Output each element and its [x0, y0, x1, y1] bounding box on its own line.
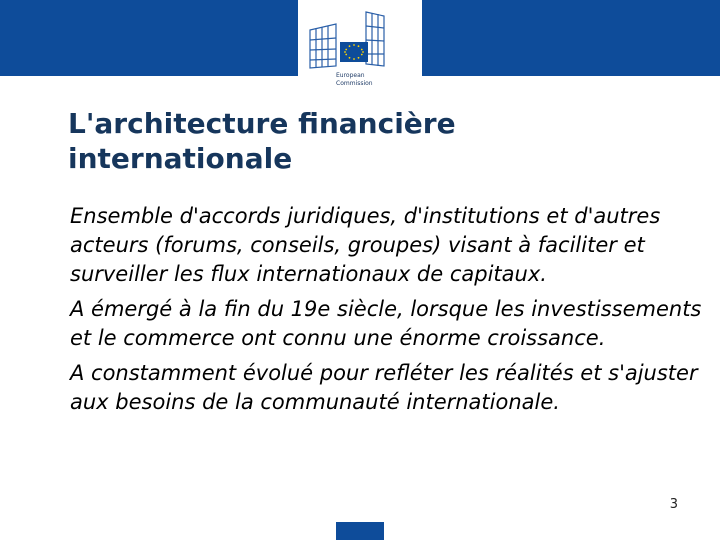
- logo-text-line2: Commission: [336, 80, 373, 87]
- logo-text: [336, 72, 373, 88]
- footer-accent-bar: [336, 522, 384, 540]
- slide-number: 3: [669, 497, 678, 512]
- european-commission-logo: [298, 0, 422, 100]
- body-paragraph-list: [70, 202, 710, 423]
- paragraph-origin: A émergé à la fin du 19e siècle, lorsque les investissements et le commerce ont connu une énorme croissance.: [70, 297, 702, 350]
- logo-text-line1: European: [336, 72, 365, 79]
- slide-title: L'architecture financière internationale: [68, 107, 456, 175]
- paragraph-definition: Ensemble d'accords juridiques, d'institutions et d'autres acteurs (forums, conseils, groupes) visant à faciliter et surveiller les flux internationaux de capitaux.: [70, 204, 661, 286]
- paragraph-evolution: A constamment évolué pour refléter les réalités et s'ajuster aux besoins de la communauté internationale.: [70, 361, 698, 414]
- commission-building-icon: [306, 6, 386, 72]
